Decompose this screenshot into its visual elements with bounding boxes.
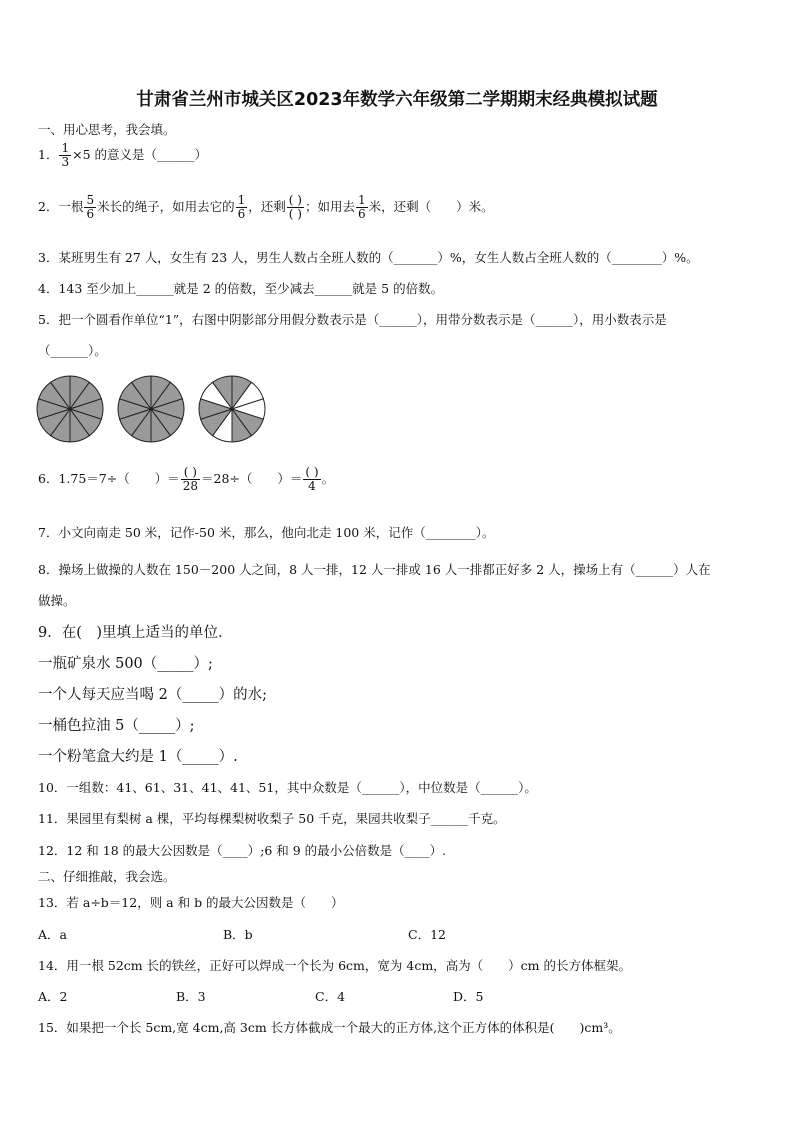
fraction: $\frac{1}{3}$ (61, 141, 70, 169)
fraction-circle (37, 376, 103, 442)
question-9-item-1: 一瓶矿泉水 500（_____）; (38, 656, 213, 672)
fraction-blank: $\frac{( )}{28}$ (182, 465, 198, 493)
shaded-circles-figure (36, 373, 276, 445)
question-15: 15．如果把一个长 5cm,宽 4cm,高 3cm 长方体截成一个最大的正方体,这个正方体的体积是( )cm³。 (38, 1020, 621, 1035)
option-c[interactable]: C．4 (315, 989, 346, 1004)
fraction-blank: $\frac{( )}{4}$ (305, 465, 319, 493)
question-8-line-2: 做操。 (38, 593, 76, 608)
question-9: 9．在( )里填上适当的单位． (38, 625, 233, 641)
question-5-line-2: （______）。 (38, 343, 107, 358)
question-14: 14．用一根 52cm 长的铁丝，正好可以焊成一个长为 6cm，宽为 4cm，高为（ ）cm 的长方体框架。 (38, 958, 632, 973)
option-d[interactable]: D．5 (453, 989, 484, 1004)
question-7: 7．小文向南走 50 米，记作-50 米，那么，他向北走 100 米，记作（________）。 (38, 525, 495, 540)
question-9-item-4: 一个粉笔盒大约是 1（_____）. (38, 749, 238, 765)
question-12: 12．12 和 18 的最大公因数是（____）;6 和 9 的最小公倍数是（____）. (38, 843, 447, 858)
fraction-blank: $\frac{( )}{( )}$ (288, 193, 302, 221)
fraction: $\frac{1}{6}$ (357, 193, 366, 221)
option-a[interactable]: A．a (38, 927, 67, 942)
option-b[interactable]: B．b (223, 927, 253, 942)
q1-number: 1． (38, 147, 59, 162)
option-b[interactable]: B．3 (176, 989, 206, 1004)
fraction: $\frac{1}{6}$ (237, 193, 246, 221)
question-8-line-1: 8．操场上做操的人数在 150－200 人之间，8 人一排，12 人一排或 16 人一排都正好多 2 人，操场上有（______）人在 (38, 562, 711, 577)
option-a[interactable]: A．2 (38, 989, 68, 1004)
question-2: 2．一根 $\frac{5}{6}$ 米长的绳子，如用去它的 $\frac{1}{6}$ ，还剩 $\frac{( )}{( )}$ ；如用去 $\frac{1}{6}$ 米，还剩（ ）米。 (38, 193, 494, 221)
page-title: 甘肃省兰州市城关区2023年数学六年级第二学期期末经典模拟试题 (136, 90, 658, 110)
section-heading-1: 一、用心思考，我会填。 (38, 122, 176, 137)
question-13: 13．若 a÷b＝12，则 a 和 b 的最大公因数是（ ） (38, 895, 344, 910)
question-11: 11．果园里有梨树 a 棵，平均每棵梨树收梨子 50 千克，果园共收梨子______千克。 (38, 811, 506, 826)
fraction: $\frac{5}{6}$ (86, 193, 95, 221)
question-3: 3．某班男生有 27 人，女生有 23 人，男生人数占全班人数的（_______）%，女生人数占全班人数的（________）%。 (38, 250, 699, 265)
question-6: 6．1.75＝7÷（ ）＝ $\frac{( )}{28}$ ＝28÷（ ）＝ $\frac{( )}{4}$ 。 (38, 465, 335, 493)
q1-text: ×5 的意义是（______） (72, 147, 207, 162)
fraction-circle (118, 376, 184, 442)
question-9-item-3: 一桶色拉油 5（_____）; (38, 718, 195, 734)
question-4: 4．143 至少加上______就是 2 的倍数，至少减去______就是 5 的倍数。 (38, 281, 444, 296)
option-c[interactable]: C．12 (408, 927, 446, 942)
question-5-line-1: 5．把一个圆看作单位“1”，右图中阴影部分用假分数表示是（______），用带分数表示是（______），用小数表示是 (38, 312, 667, 327)
question-1 (38, 142, 207, 169)
question-10: 10．一组数：41、61、31、41、41、51，其中众数是（______），中位数是（______）。 (38, 780, 537, 795)
fraction-circle (199, 376, 265, 442)
section-heading-2: 二、仔细推敲，我会选。 (38, 869, 176, 884)
question-9-item-2: 一个人每天应当喝 2（_____）的水; (38, 687, 267, 703)
